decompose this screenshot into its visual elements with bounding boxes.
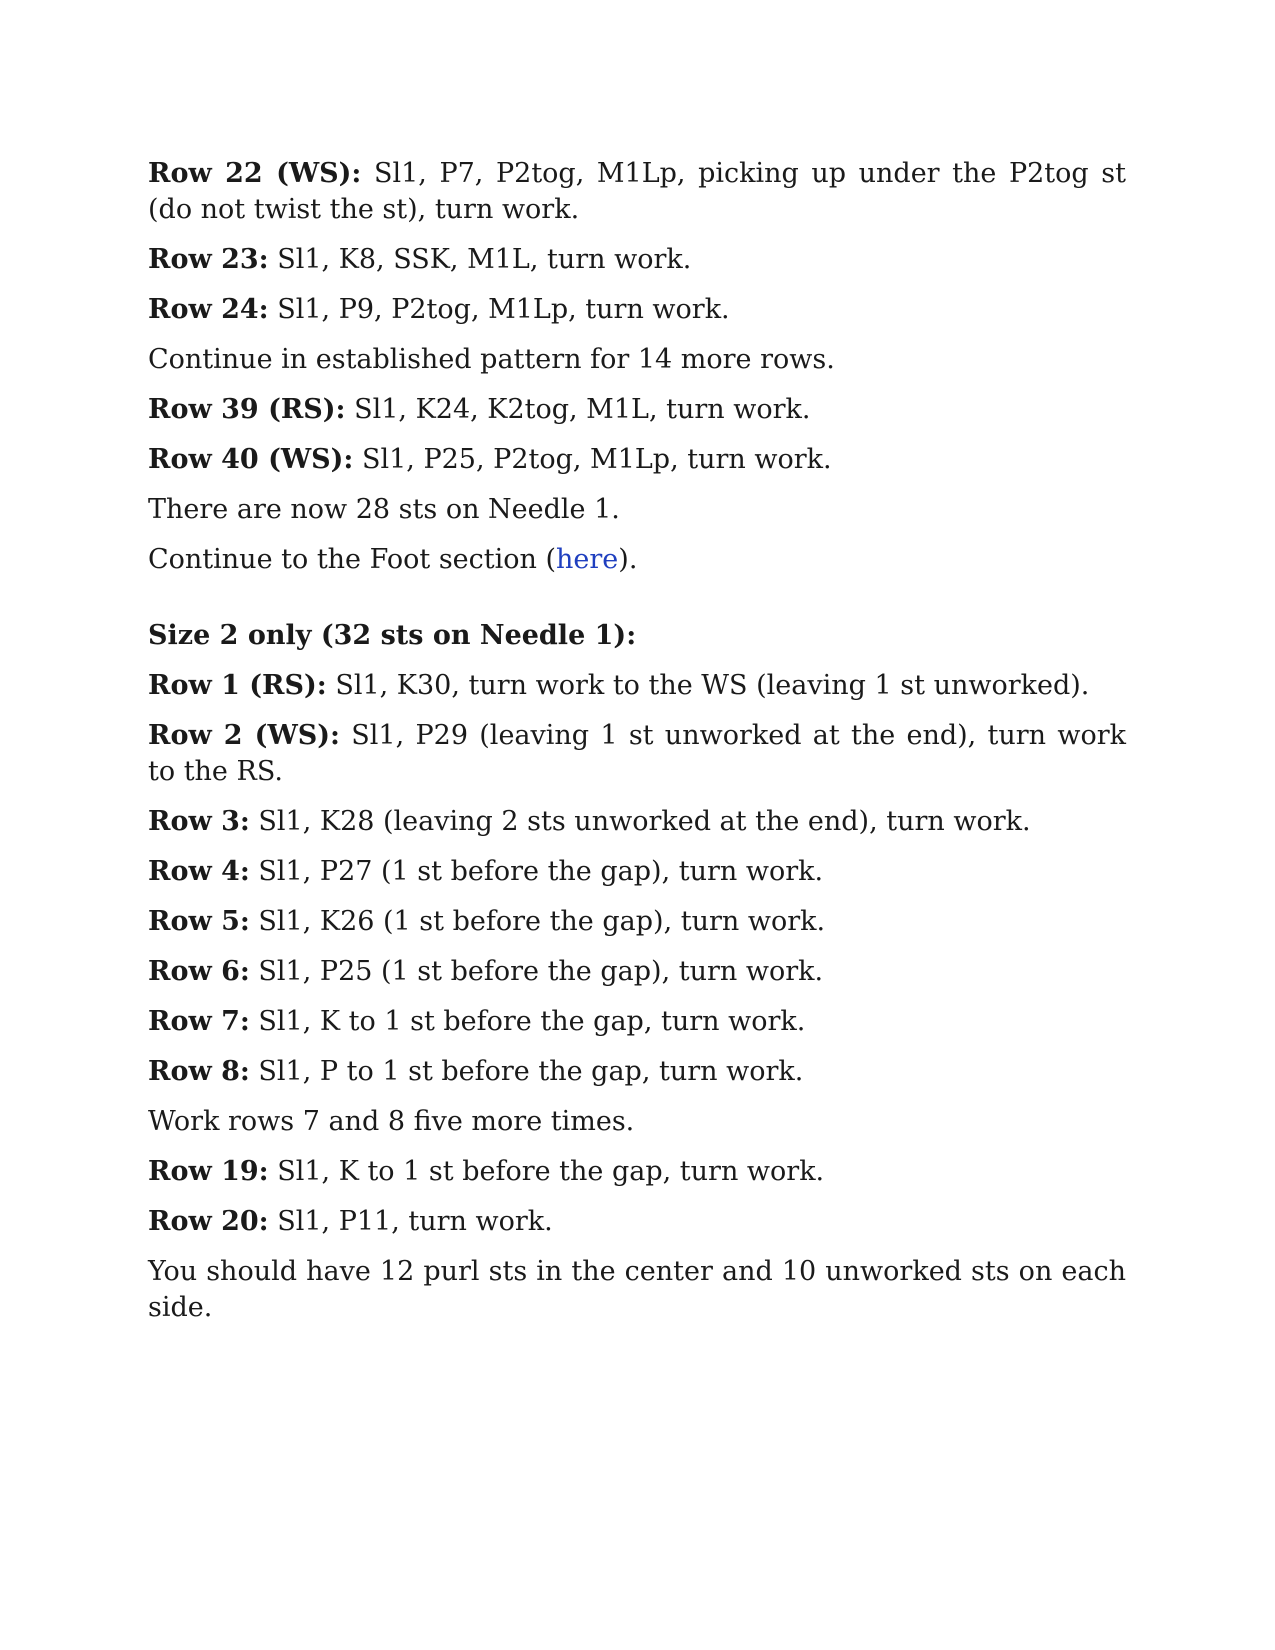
row-24-label: Row 24: (148, 294, 269, 325)
stitch-count-note: There are now 28 sts on Needle 1. (148, 494, 620, 525)
row-40-text: Sl1, P25, P2tog, M1Lp, turn work. (353, 444, 832, 475)
row-23-label: Row 23: (148, 244, 269, 275)
row-3-instruction (148, 804, 1126, 840)
row-5-label: Row 5: (148, 906, 250, 937)
repeat-rows-note: Work rows 7 and 8 five more times. (148, 1106, 635, 1137)
row-24-instruction (148, 292, 1126, 328)
row-1-text: Sl1, K30, turn work to the WS (leaving 1 st unworked). (326, 670, 1090, 701)
foot-section-link[interactable]: here (556, 544, 619, 575)
row-23-text: Sl1, K8, SSK, M1L, turn work. (268, 244, 692, 275)
row-7-text: Sl1, K to 1 st before the gap, turn work. (249, 1006, 806, 1037)
row-6-instruction (148, 954, 1126, 990)
row-19-instruction (148, 1154, 1126, 1190)
row-2-text: Sl1, P29 (leaving 1 st unworked at the end), turn work to the RS. (148, 720, 1126, 787)
row-22-instruction (148, 156, 1126, 228)
document-page (148, 156, 1126, 1340)
row-23-instruction (148, 242, 1126, 278)
size-2-heading: Size 2 only (32 sts on Needle 1): (148, 620, 637, 651)
foot-suffix: ). (618, 544, 638, 575)
row-6-label: Row 6: (148, 956, 250, 987)
row-40-label: Row 40 (WS): (148, 444, 354, 475)
row-1-label: Row 1 (RS): (148, 670, 327, 701)
row-1-instruction (148, 668, 1126, 704)
row-4-instruction (148, 854, 1126, 890)
row-39-instruction (148, 392, 1126, 428)
row-20-label: Row 20: (148, 1206, 269, 1237)
row-5-instruction (148, 904, 1126, 940)
row-7-label: Row 7: (148, 1006, 250, 1037)
row-3-text: Sl1, K28 (leaving 2 sts unworked at the end), turn work. (249, 806, 1031, 837)
row-5-text: Sl1, K26 (1 st before the gap), turn work. (249, 906, 826, 937)
row-22-text: Sl1, P7, P2tog, M1Lp, picking up under the P2tog st (do not twist the st), turn work. (148, 158, 1126, 225)
row-2-label: Row 2 (WS): (148, 720, 341, 751)
row-40-instruction (148, 442, 1126, 478)
row-8-text: Sl1, P to 1 st before the gap, turn work. (249, 1056, 804, 1087)
row-7-instruction (148, 1004, 1126, 1040)
row-24-text: Sl1, P9, P2tog, M1Lp, turn work. (268, 294, 730, 325)
row-4-label: Row 4: (148, 856, 250, 887)
foot-prefix: Continue to the Foot section ( (148, 544, 557, 575)
row-3-label: Row 3: (148, 806, 250, 837)
row-8-instruction (148, 1054, 1126, 1090)
row-8-label: Row 8: (148, 1056, 250, 1087)
final-stitch-note: You should have 12 purl sts in the center and 10 unworked sts on each side. (148, 1256, 1126, 1323)
row-2-instruction (148, 718, 1126, 790)
row-20-text: Sl1, P11, turn work. (268, 1206, 553, 1237)
row-22-label: Row 22 (WS): (148, 158, 362, 189)
row-6-text: Sl1, P25 (1 st before the gap), turn work. (249, 956, 824, 987)
row-4-text: Sl1, P27 (1 st before the gap), turn work. (249, 856, 824, 887)
continue-pattern-note: Continue in established pattern for 14 more rows. (148, 344, 835, 375)
row-39-text: Sl1, K24, K2tog, M1L, turn work. (345, 394, 811, 425)
row-20-instruction (148, 1204, 1126, 1240)
row-19-text: Sl1, K to 1 st before the gap, turn work. (268, 1156, 825, 1187)
row-19-label: Row 19: (148, 1156, 269, 1187)
row-39-label: Row 39 (RS): (148, 394, 346, 425)
foot-section-note (148, 542, 1126, 578)
